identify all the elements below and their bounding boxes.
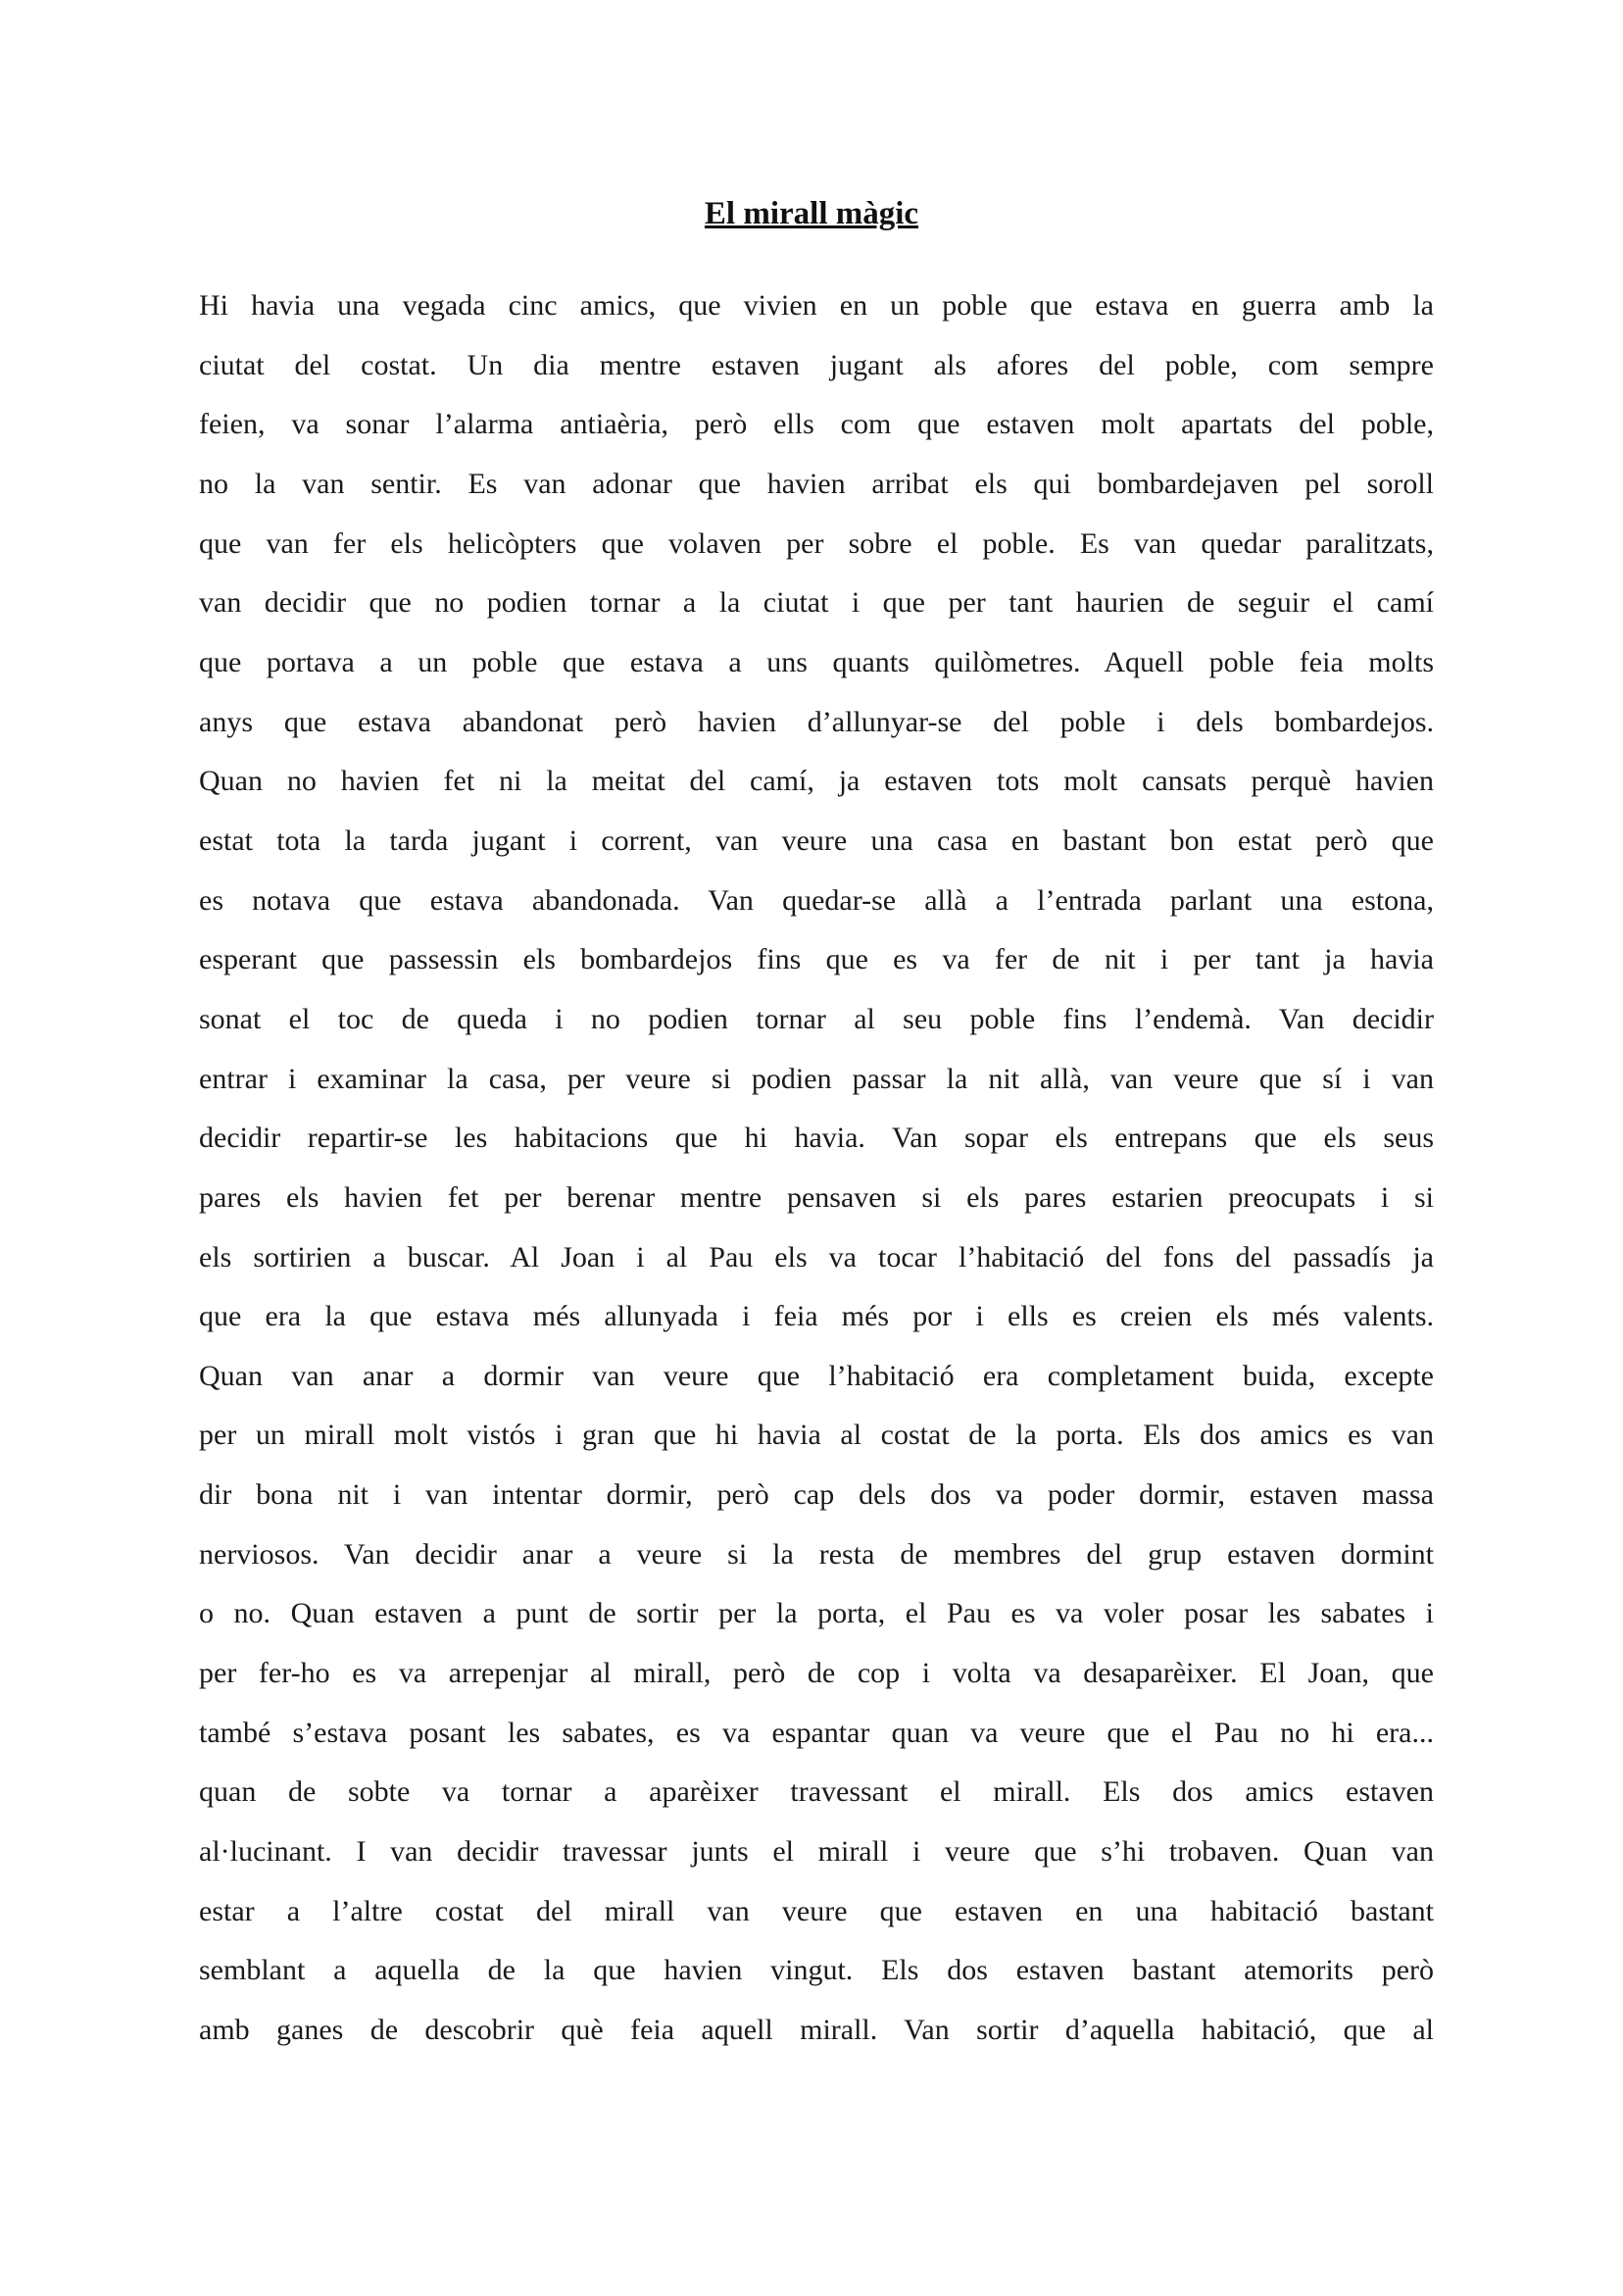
text-line: no la van sentir. Es van adonar que havien arribat els qui bombardejaven pel soroll: [199, 467, 1434, 500]
text-line: ciutat del costat. Un dia mentre estaven jugant als afores del poble, com sempre: [199, 348, 1434, 381]
text-line: es notava que estava abandonada. Van quedar-se allà a l’entrada parlant una estona,: [199, 883, 1434, 917]
text-line: o no. Quan estaven a punt de sortir per la porta, el Pau es va voler posar les sabates i: [199, 1597, 1434, 1630]
text-line: amb ganes de descobrir què feia aquell mirall. Van sortir d’aquella habitació, que al: [199, 2014, 1434, 2047]
text-line: anys que estava abandonat però havien d’allunyar-se del poble i dels bombardejos.: [199, 705, 1434, 738]
text-line: feien, va sonar l’alarma antiaèria, però ells com que estaven molt apartats del poble,: [199, 408, 1434, 441]
text-line: estat tota la tarda jugant i corrent, van veure una casa en bastant bon estat però que: [199, 824, 1434, 857]
text-line: dir bona nit i van intentar dormir, però cap dels dos va poder dormir, estaven massa: [199, 1478, 1434, 1512]
text-line: que portava a un poble que estava a uns quants quilòmetres. Aquell poble feia molts: [199, 645, 1434, 678]
text-line: decidir repartir-se les habitacions que hi havia. Van sopar els entrepans que els seus: [199, 1122, 1434, 1155]
text-line: pares els havien fet per berenar mentre pensaven si els pares estarien preocupats i si: [199, 1180, 1434, 1214]
text-line: Quan van anar a dormir van veure que l’habitació era completament buida, excepte: [199, 1359, 1434, 1392]
text-line: nerviosos. Van decidir anar a veure si la resta de membres del grup estaven dormint: [199, 1537, 1434, 1571]
document-title: El mirall màgic: [704, 196, 919, 231]
text-line: entrar i examinar la casa, per veure si podien passar la nit allà, van veure que sí i van: [199, 1062, 1434, 1095]
text-line: per un mirall molt vistós i gran que hi havia al costat de la porta. Els dos amics es van: [199, 1419, 1434, 1452]
text-line: van decidir que no podien tornar a la ciutat i que per tant haurien de seguir el camí: [199, 586, 1434, 620]
text-line: estar a l’altre costat del mirall van veure que estaven en una habitació bastant: [199, 1894, 1434, 1927]
text-line: que era la que estava més allunyada i feia més por i ells es creien els més valents.: [199, 1300, 1434, 1333]
text-line: que van fer els helicòpters que volaven per sobre el poble. Es van quedar paralitzats,: [199, 526, 1434, 560]
text-line: quan de sobte va tornar a aparèixer travessant el mirall. Els dos amics estaven: [199, 1775, 1434, 1809]
text-line: Quan no havien fet ni la meitat del camí, ja estaven tots molt cansats perquè havien: [199, 765, 1434, 798]
text-line: per fer-ho es va arrepenjar al mirall, però de cop i volta va desaparèixer. El Joan, que: [199, 1657, 1434, 1690]
text-line: semblant a aquella de la que havien vingut. Els dos estaven bastant atemorits però: [199, 1954, 1434, 1987]
text-line: sonat el toc de queda i no podien tornar al seu poble fins l’endemà. Van decidir: [199, 1002, 1434, 1035]
text-line: Hi havia una vegada cinc amics, que vivien en un poble que estava en guerra amb la: [199, 289, 1434, 322]
text-line: també s’estava posant les sabates, es va espantar quan va veure que el Pau no hi era...: [199, 1716, 1434, 1749]
text-line: al·lucinant. I van decidir travessar junts el mirall i veure que s’hi trobaven. Quan van: [199, 1835, 1434, 1869]
document-body: [199, 284, 1434, 2069]
text-line: els sortirien a buscar. Al Joan i al Pau els va tocar l’habitació del fons del passadís ja: [199, 1240, 1434, 1273]
text-line: esperant que passessin els bombardejos fins que es va fer de nit i per tant ja havia: [199, 943, 1434, 976]
